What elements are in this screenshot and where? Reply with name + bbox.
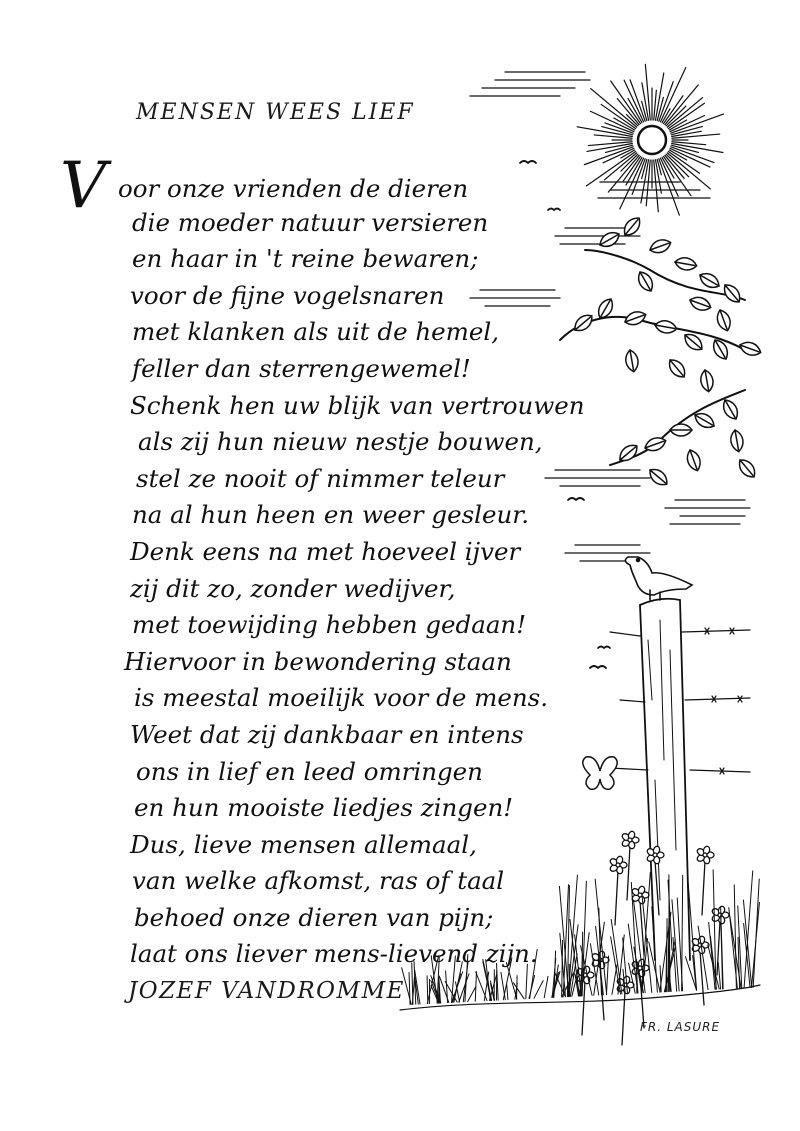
leaf-icon <box>738 339 763 358</box>
poem-line: als zij hun nieuw nestje bouwen, <box>138 427 543 457</box>
poem-line: Hiervoor in bewondering staan <box>124 646 512 676</box>
leaf-icon <box>571 311 596 334</box>
leaf-icon <box>720 397 741 422</box>
leaf-icon <box>699 369 715 393</box>
poem-line: is meestal moeilijk voor de mens. <box>134 683 548 713</box>
birds-icon <box>520 161 610 668</box>
leaf-icon <box>710 337 731 362</box>
leaf-icon <box>654 319 678 335</box>
poem-line: Dus, lieve mensen allemaal, <box>130 829 477 859</box>
leaf-icon <box>714 308 733 333</box>
leaf-icon <box>684 448 703 473</box>
poem-line: en haar in 't reine bewaren; <box>132 244 479 274</box>
poem-line: laat ons liever mens-lievend zijn. <box>130 939 538 969</box>
flower-icon <box>631 959 649 1028</box>
poem-line: ons in lief en leed omringen <box>136 756 483 786</box>
flower-icon <box>696 846 714 915</box>
poem-title: MENSEN WEES LIEF <box>136 100 415 125</box>
leaf-icon <box>624 349 640 373</box>
poem-line: na al hun heen en weer gesleur. <box>132 500 530 530</box>
poem-line: die moeder natuur versieren <box>132 207 489 237</box>
poem-line: en hun mooiste liedjes zingen! <box>134 793 514 823</box>
leaf-icon <box>674 256 698 272</box>
poem-line: voor de fijne vogelsnaren <box>130 280 445 310</box>
leaf-icon <box>670 424 692 436</box>
poem-line: met toewijding hebben gedaan! <box>132 610 527 640</box>
leaf-icon <box>623 309 648 328</box>
leaf-icon <box>729 429 745 453</box>
wildflowers-icon <box>576 831 729 1045</box>
poem-line: van welke afkomst, ras of taal <box>132 866 505 896</box>
leaf-icon <box>597 229 622 250</box>
poem-line: feller dan sterrengewemel! <box>132 353 471 383</box>
songbird-icon <box>625 557 692 600</box>
leaf-icon <box>646 465 671 488</box>
leaf-icon <box>665 356 688 381</box>
grass-icon <box>402 870 760 1005</box>
poem-line: zij dit zo, zonder wedijver, <box>130 573 456 603</box>
leaf-icon <box>688 294 713 313</box>
illustrator-signature: FR. LASURE <box>640 1020 721 1034</box>
poem-line: Denk eens na met hoeveel ijver <box>130 536 521 566</box>
leaf-icon <box>735 456 758 481</box>
poem-line: stel ze nooit of nimmer teleur <box>136 463 505 493</box>
author-name: JOZEF VANDROMME <box>128 978 405 1004</box>
poem-line: Schenk hen uw blijk van vertrouwen <box>130 390 585 420</box>
poem-line: Weet dat zij dankbaar en intens <box>130 719 524 749</box>
leaf-icon <box>697 270 722 291</box>
flower-icon <box>609 856 627 925</box>
flower-icon <box>646 846 664 915</box>
leafy-branch-icon <box>560 214 763 488</box>
sun-icon <box>577 64 723 215</box>
leaf-icon <box>648 237 673 256</box>
leaf-icon <box>620 214 643 239</box>
barbed-wire-icon <box>610 628 750 774</box>
poem-line: behoed onze dieren van pijn; <box>134 902 494 932</box>
decorative-initial: V <box>60 149 107 223</box>
butterfly-icon <box>583 757 617 790</box>
poem-line-text: oor onze vrienden de dieren <box>118 174 469 203</box>
poem-line: met klanken als uit de hemel, <box>132 317 499 347</box>
